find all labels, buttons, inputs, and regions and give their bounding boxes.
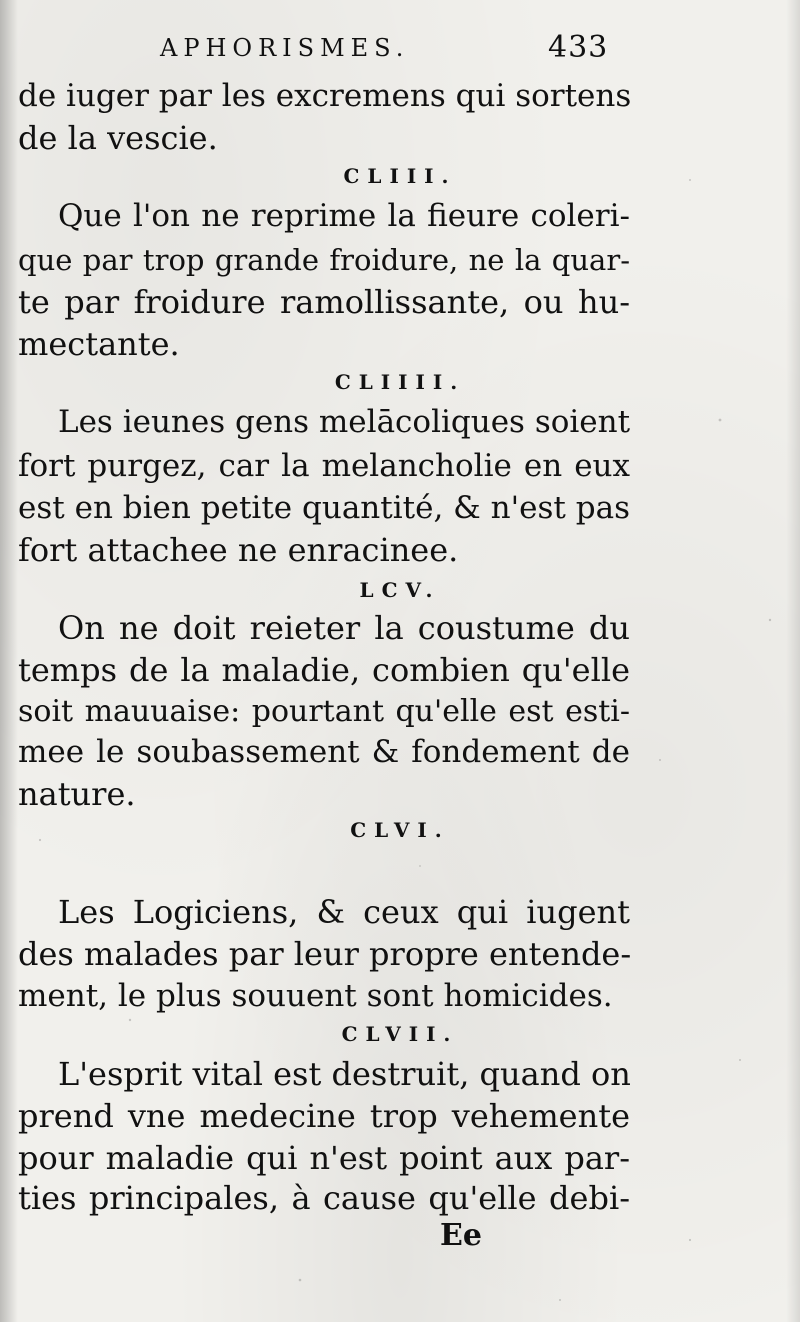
text-line: mee le soubassement & fondement de — [18, 734, 630, 770]
text-line: que par trop grande froidure, ne la quar- — [18, 243, 630, 277]
text-line: pour maladie qui n'est point aux par- — [18, 1139, 630, 1177]
aphorism-heading: CLVI. — [350, 818, 450, 842]
text-line: fort attachee ne enracinee. — [18, 531, 459, 569]
text-line: soit mauuaise: pourtant qu'elle est esti- — [18, 694, 630, 729]
text-line: ment, le plus souuent sont homicides. — [18, 978, 613, 1014]
catchword: Ee — [440, 1218, 482, 1253]
text-line: fort purgez, car la melancholie en eux — [18, 448, 630, 484]
text-line: L'esprit vital est destruit, quand on — [58, 1055, 631, 1093]
text-line: Les ieunes gens melācoliques soient — [58, 404, 631, 440]
aphorism-heading: CLIIII. — [334, 370, 466, 394]
page-number: 433 — [548, 30, 609, 65]
page-edge-shadow — [786, 0, 800, 1322]
aphorism-heading: LCV. — [359, 578, 441, 602]
text-line: te par froidure ramollissante, ou hu- — [18, 283, 630, 321]
text-line: nature. — [18, 775, 136, 813]
text-line: des malades par leur propre entende- — [18, 935, 632, 973]
text-line: mectante. — [18, 325, 180, 363]
text-line: prend vne medecine trop vehemente — [18, 1097, 630, 1135]
aphorism-heading: CLIII. — [343, 164, 457, 188]
running-head — [0, 30, 800, 70]
text-line: Que l'on ne reprime la fieure coleri- — [58, 198, 630, 234]
text-line: ties principales, à cause qu'elle debi- — [18, 1179, 630, 1217]
text-line: de iuger par les excremens qui sortens — [18, 78, 632, 114]
text-line: temps de la maladie, combien qu'elle — [18, 651, 630, 689]
text-line: de la vescie. — [18, 119, 218, 157]
running-title: APHORISMES. — [160, 34, 410, 62]
text-line: Les Logiciens, & ceux qui iugent — [58, 893, 630, 931]
text-line: On ne doit reieter la coustume du — [58, 609, 630, 647]
gutter-shadow — [0, 0, 18, 1322]
text-line: est en bien petite quantité, & n'est pas — [18, 490, 630, 526]
aphorism-heading: CLVII. — [341, 1022, 459, 1046]
